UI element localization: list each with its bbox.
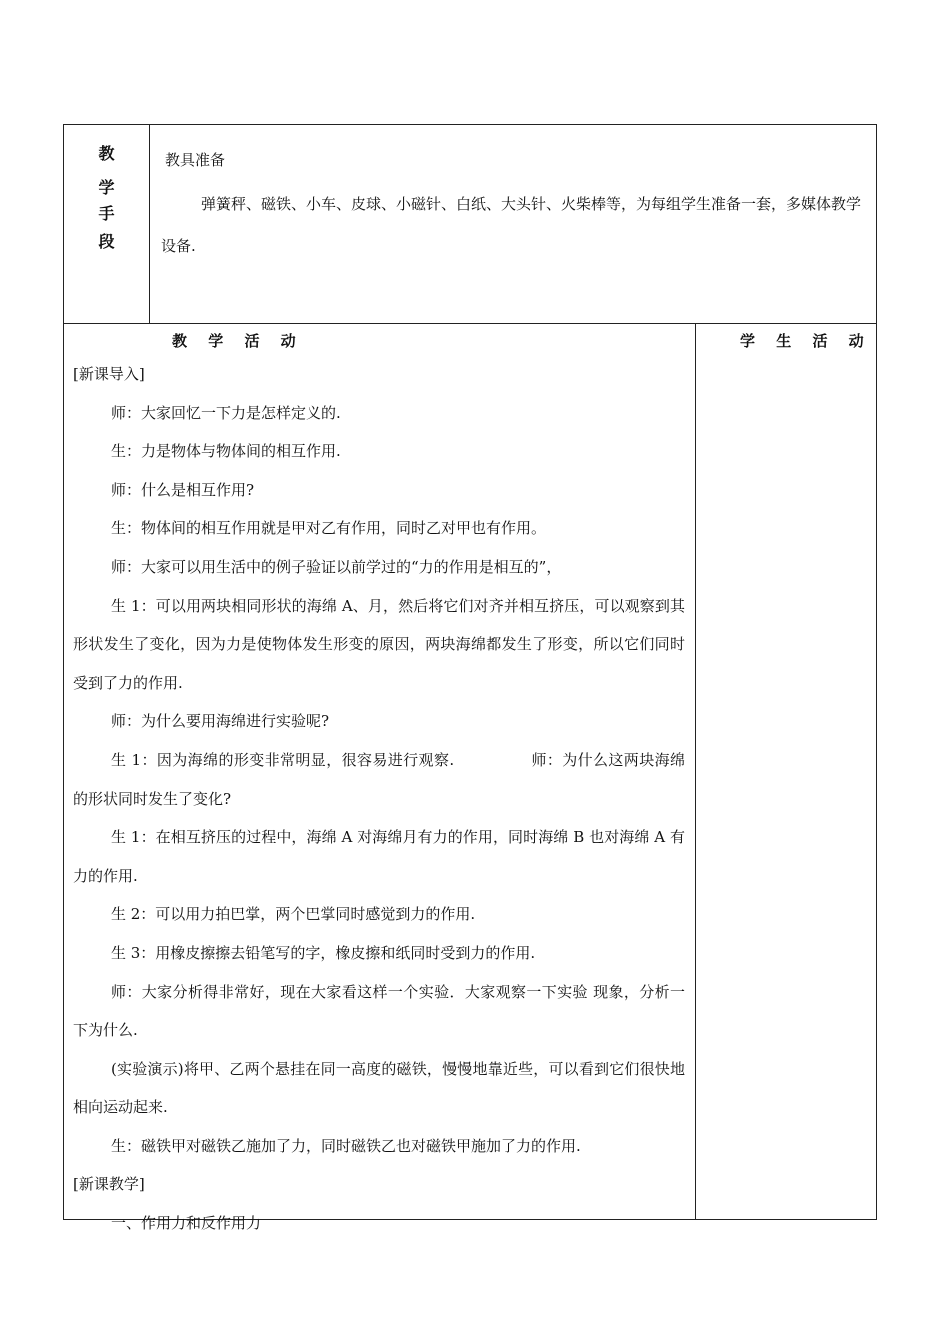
teaching-means-label-3: 手 bbox=[98, 204, 115, 223]
lesson-paragraph: 师：大家可以用生活中的例子验证以前学过的“力的作用是相互的”， bbox=[111, 557, 562, 576]
lesson-paragraph: 生 1：因为海绵的形变非常明显，很容易进行观察. 师：为什么这两块海绵的形状同时发生了变化? bbox=[73, 750, 685, 808]
lesson-paragraph: 生 2：可以用力拍巴掌，两个巴掌同时感觉到力的作用. bbox=[111, 905, 476, 924]
lesson-paragraph: 生 1：在相互挤压的过程中，海绵 A 对海绵月有力的作用，同时海绵 B 也对海绵 A 有力的作用. bbox=[73, 828, 685, 885]
teaching-means-label-2: 学 bbox=[98, 178, 115, 197]
teaching-activity-header: 教 学 活 动 bbox=[172, 332, 304, 350]
lesson-paragraph: 生：磁铁甲对磁铁乙施加了力，同时磁铁乙也对磁铁甲施加了力的作用. bbox=[111, 1136, 581, 1155]
section-heading-new-lesson: [新课教学] bbox=[73, 1175, 145, 1194]
lesson-paragraph: 师：为什么要用海绵进行实验呢? bbox=[111, 712, 330, 731]
section-heading-intro: [新课导入] bbox=[73, 365, 145, 383]
activity-table bbox=[63, 323, 877, 1233]
lesson-paragraph: 师：大家回忆一下力是怎样定义的. bbox=[111, 403, 341, 422]
teaching-means-table bbox=[63, 124, 877, 324]
teaching-aids-text: 弹簧秤、磁铁、小车、皮球、小磁针、白纸、大头针、火柴棒等，为每组学生准备一套，多媒体教学设备. bbox=[161, 195, 862, 255]
lesson-paragraph: 生：力是物体与物体间的相互作用. bbox=[111, 442, 341, 461]
student-activity-header: 学 生 活 动 bbox=[740, 332, 872, 350]
lesson-paragraph: 生 1：可以用两块相同形状的海绵 A、月，然后将它们对齐并相互挤压，可以观察到其形状发生了变化，因为力是使物体发生形变的原因，两块海绵都发生了形变，所以它们同时受到了力的作用. bbox=[73, 596, 685, 692]
lesson-paragraph: 一、作用力和反作用力 bbox=[111, 1214, 262, 1233]
lesson-paragraph: 师：什么是相互作用? bbox=[111, 480, 255, 499]
teaching-aids-title: 教具准备 bbox=[165, 151, 226, 169]
lesson-paragraph: (实验演示)将甲、乙两个悬挂在同一高度的磁铁，慢慢地靠近些，可以看到它们很快地相向运动起来. bbox=[73, 1059, 685, 1117]
lesson-paragraph: 生：物体间的相互作用就是甲对乙有作用，同时乙对甲也有作用。 bbox=[111, 519, 547, 538]
column-divider bbox=[149, 125, 150, 323]
lesson-content bbox=[73, 355, 685, 1243]
teaching-means-label-4: 段 bbox=[98, 232, 115, 251]
lesson-paragraph: 师：大家分析得非常好，现在大家看这样一个实验．大家观察一下实验 现象，分析一下为什么. bbox=[73, 982, 685, 1040]
column-divider bbox=[695, 324, 696, 1219]
lesson-paragraph: 生 3：用橡皮擦擦去铅笔写的字，橡皮擦和纸同时受到力的作用. bbox=[111, 943, 536, 962]
teaching-means-label-1: 教 bbox=[98, 144, 115, 163]
